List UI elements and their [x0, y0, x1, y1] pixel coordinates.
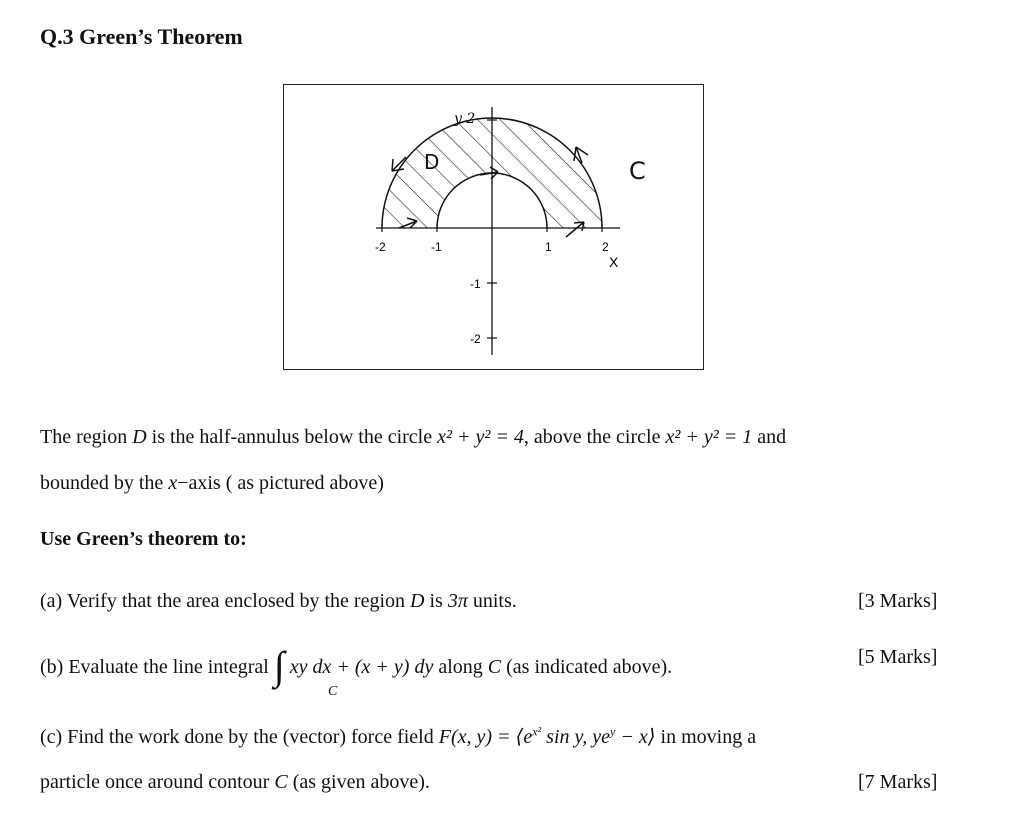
figure-svg — [284, 85, 705, 371]
marks-b: [5 Marks] — [858, 646, 938, 668]
text: (as indicated above). — [506, 656, 673, 678]
marks-c: [7 Marks] — [858, 771, 938, 793]
text: along — [438, 656, 483, 678]
text: in moving a — [660, 726, 757, 748]
superscript: x² — [532, 724, 542, 739]
superscript: y — [610, 724, 616, 739]
part-c-line-2 — [40, 771, 430, 794]
part-c-line-1 — [40, 724, 756, 749]
y-tick-label: -2 — [470, 332, 481, 346]
part-b — [40, 636, 673, 688]
text: is — [429, 590, 443, 612]
description-line-1 — [40, 426, 786, 449]
y-tick-label: -1 — [470, 277, 481, 291]
x-tick-label: 1 — [545, 240, 552, 254]
integral-subscript-C: C — [328, 684, 338, 699]
math-x: x — [168, 472, 178, 494]
text: particle once around contour — [40, 771, 270, 793]
text: and — [757, 426, 787, 448]
text: (c) Find the work done by the (vector) force field — [40, 726, 434, 748]
figure-half-annulus — [283, 84, 704, 370]
description-line-2 — [40, 472, 384, 495]
math-C: C — [487, 656, 502, 678]
text: units. — [472, 590, 517, 612]
top-label: y 2 — [454, 111, 476, 127]
integral-sign: ∫ — [273, 643, 285, 688]
region-label-D: D — [424, 150, 440, 174]
curve-label-C: C — [629, 157, 646, 185]
force-field — [439, 726, 656, 748]
marks-a: [3 Marks] — [858, 590, 938, 612]
equation-inner-circle: x² + y² = 1 — [665, 426, 753, 448]
text: − x⟩ — [615, 726, 656, 748]
x-tick-label: -2 — [375, 240, 386, 254]
x-tick-label: 2 — [602, 240, 609, 254]
math-D: D — [132, 426, 147, 448]
text: F(x, y) = ⟨e — [438, 726, 533, 748]
math-D: D — [410, 590, 425, 612]
text: −axis ( as pictured above) — [177, 472, 384, 494]
text: The region — [40, 426, 128, 448]
equation-outer-circle: x² + y² = 4 — [437, 426, 524, 448]
question-title: Q.3 Green’s Theorem — [40, 24, 243, 49]
math-C: C — [274, 771, 288, 793]
x-axis-label: X — [609, 254, 619, 270]
text: bounded by the — [40, 472, 164, 494]
text: (as given above). — [292, 771, 430, 793]
integrand: xy dx + (x + y) dy — [289, 656, 434, 678]
part-a — [40, 590, 517, 613]
x-tick-label: -1 — [431, 240, 442, 254]
text: (b) Evaluate the line integral — [40, 656, 269, 678]
text: sin y, ye — [541, 726, 611, 748]
use-heading: Use Green’s theorem to: — [40, 528, 247, 550]
text: is the half-annulus below the circle — [151, 426, 433, 448]
math-value: 3π — [447, 590, 468, 612]
text: (a) Verify that the area enclosed by the region — [40, 590, 406, 612]
text: , above the circle — [523, 426, 661, 448]
